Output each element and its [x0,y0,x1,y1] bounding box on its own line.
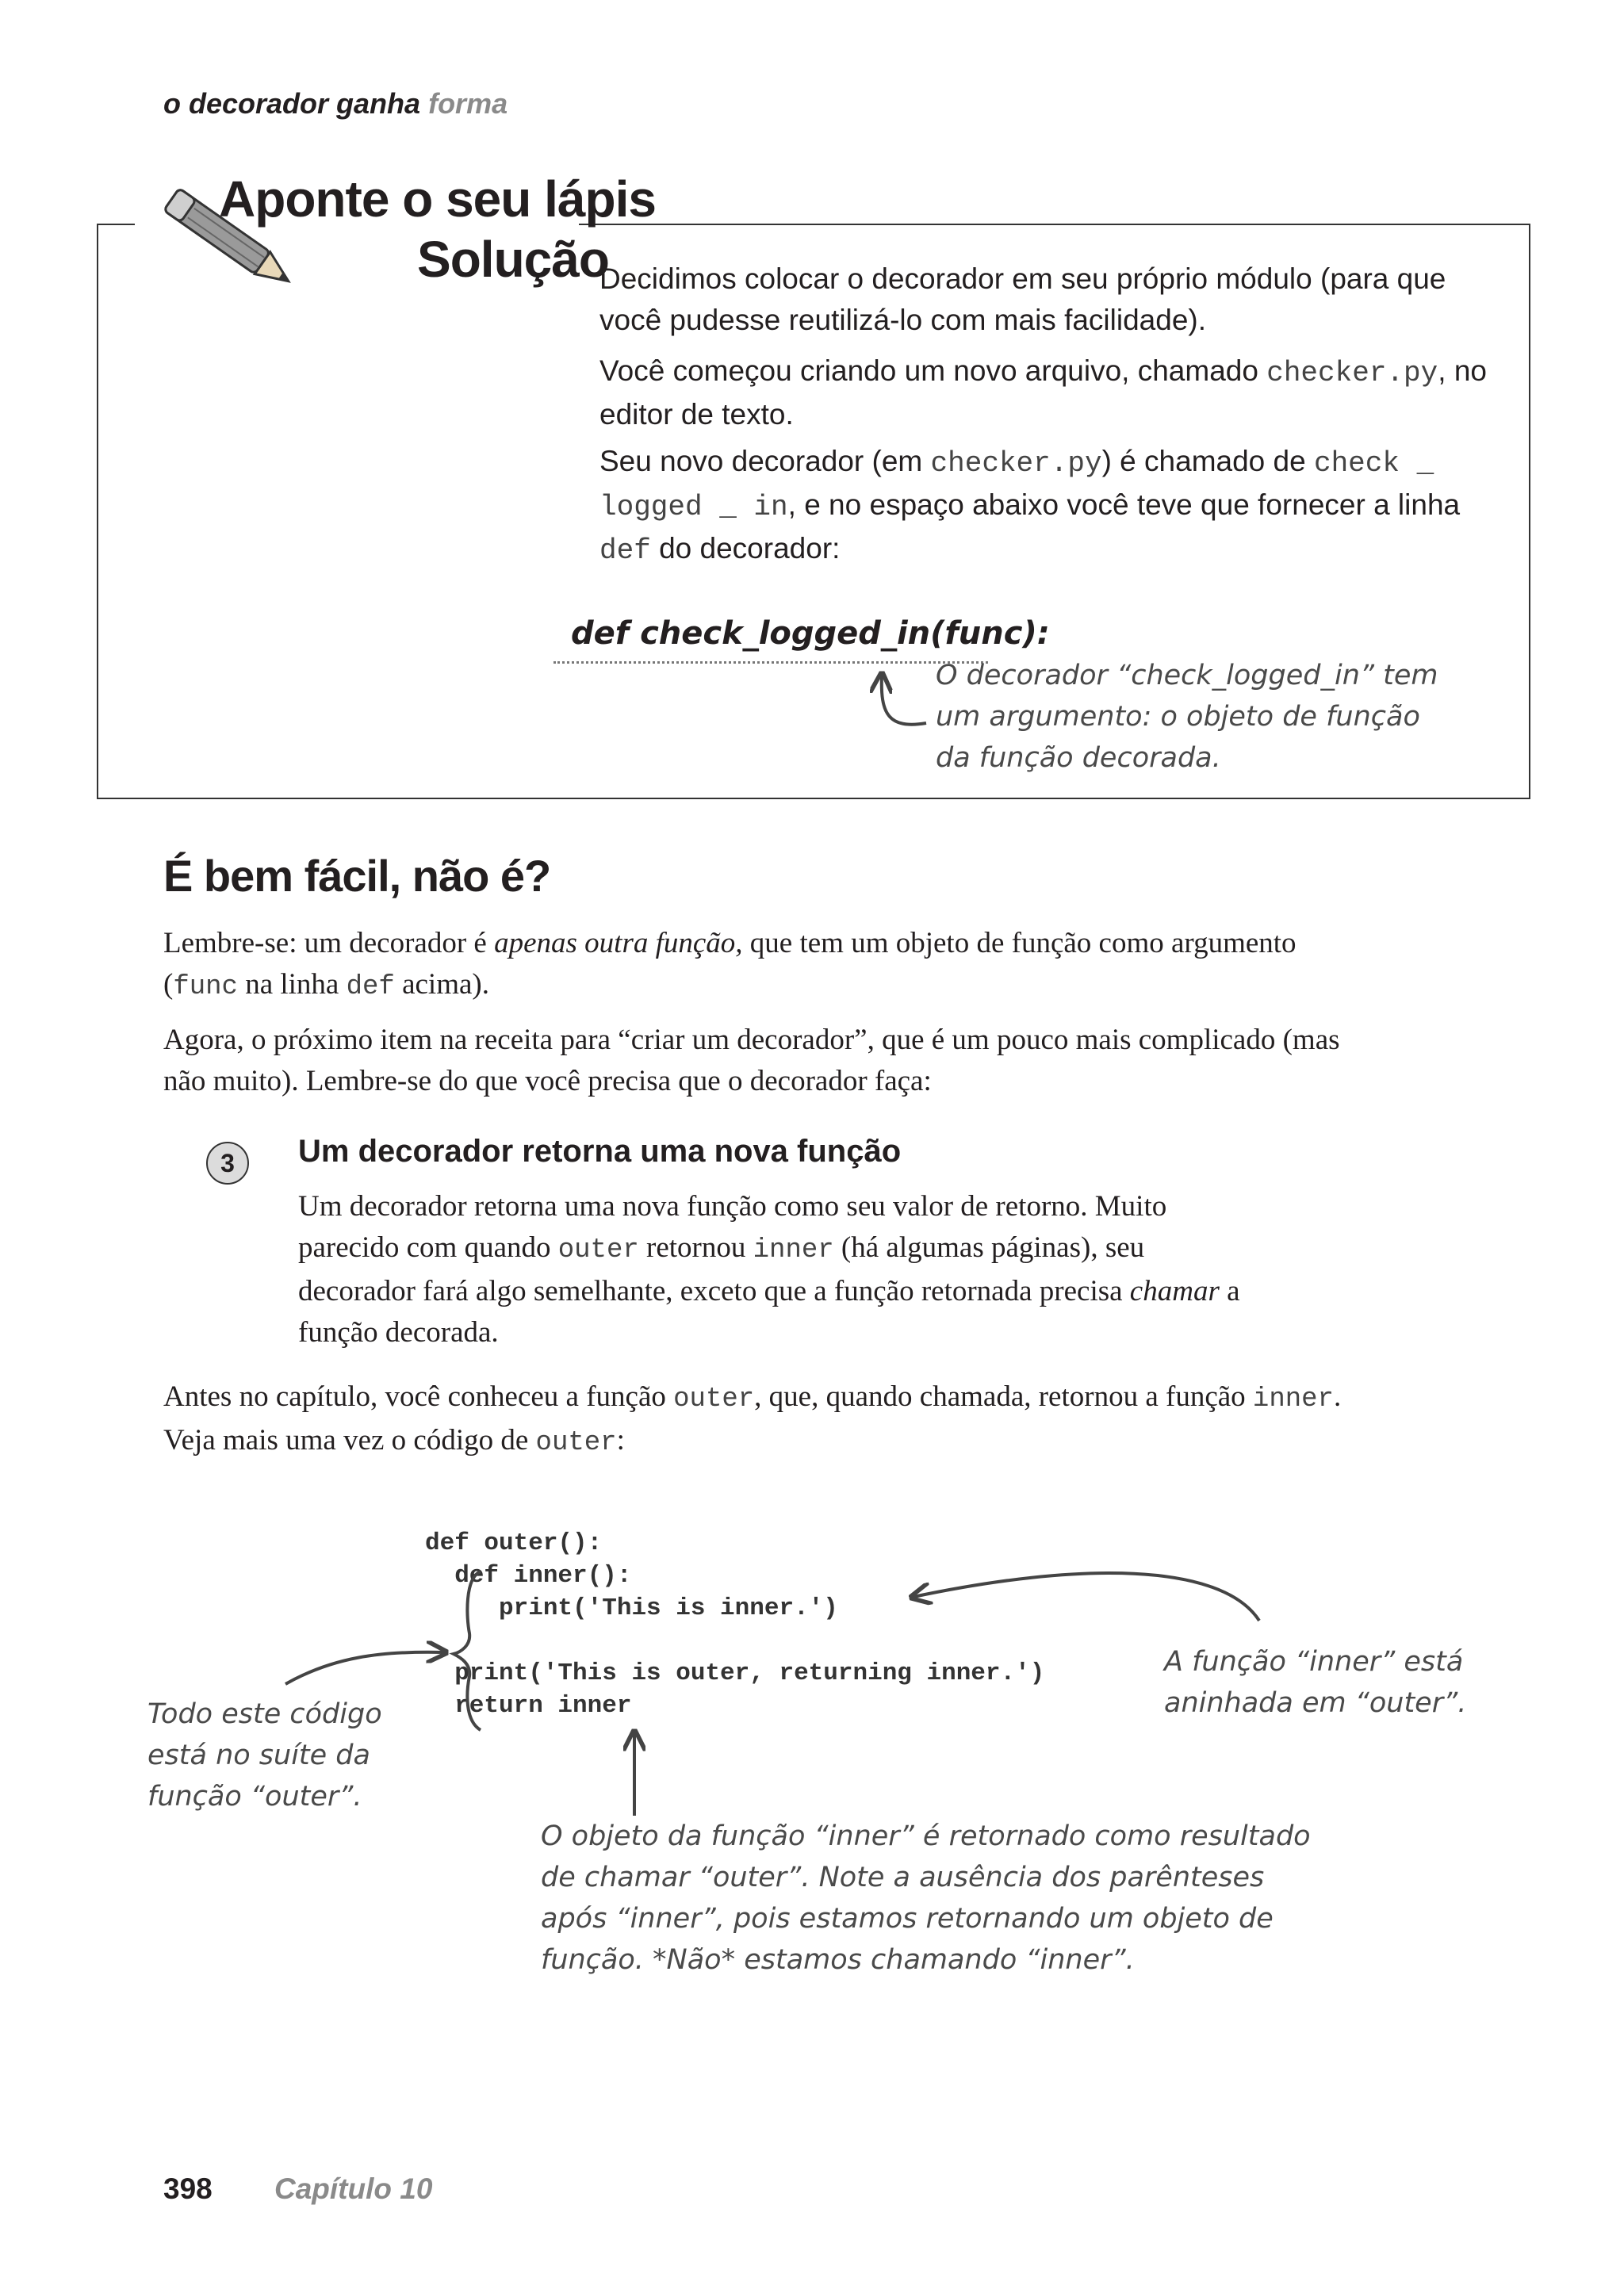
chapter-label: Capítulo 10 [274,2172,433,2205]
body-paragraph-antes: Antes no capítulo, você conheceu a função outer, que, quando chamada, retornou a função inner. Veja mais uma vez o código de outer: [163,1380,1342,1458]
answer-dotted-line [553,661,988,664]
solution-title-line2: Solução [417,231,609,288]
solution-title-line1: Aponte o seu lápis [219,170,656,228]
solution-paragraph-2: Você começou criando um novo arquivo, chamado checker.py, no editor de texto. [599,354,1487,431]
solution-answer: def check_logged_in(func): [571,615,1050,652]
code-line: def outer(): [425,1529,603,1557]
code-line: def inner(): [425,1562,632,1590]
running-header-bold: o decorador ganha [163,87,421,120]
code-line [425,1625,1044,1657]
running-header-gray: forma [428,87,508,120]
body-paragraph-lembre: Lembre-se: um decorador é apenas outra função, que tem um objeto de função como argumento (func na linha def acima). [163,927,1297,1002]
step-text: Um decorador retorna uma nova função como seu valor de retorno. Muito parecido com quando outer retornou inner (há algumas páginas), seu decorador fará algo semelhante, exceto que a função retornada precisa chamar a função decorada. [298,1190,1240,1349]
running-header [163,87,508,121]
code-line: print('This is outer, returning inner.') [425,1659,1045,1687]
solution-paragraph-1: Decidimos colocar o decorador em seu próprio módulo (para que você pudesse reutilizá-lo com mais facilidade). [599,262,1446,336]
step-number-badge: 3 [206,1142,249,1185]
suite-arrow [285,1652,444,1684]
body-paragraph-agora: Agora, o próximo item na receita para “criar um decorador”, que é um pouco mais complicado (mas não muito). Lembre-se do que você precisa que o decorador faça: [163,1024,1340,1097]
solution-paragraph-3: Seu novo decorador (em checker.py) é chamado de check _ logged _ in, e no espaço abaixo você teve que fornecer a linha def do decorador: [599,445,1461,567]
decorator-annotation: O decorador “check_logged_in” tem um argumento: o objeto de função da função decorada. [936,660,1438,774]
step-title: Um decorador retorna uma nova função [298,1134,902,1169]
page-number: 398 [163,2172,213,2205]
suite-annotation: Todo este código está no suíte da função “outer”. [147,1698,382,1813]
returned-annotation: O objeto da função “inner” é retornado como resultado de chamar “outer”. Note a ausência dos parênteses após “inner”, pois estamos retornando um objeto de função. *Não* estamos chamando “inner”. [541,1820,1311,1976]
code-line: return inner [425,1692,632,1720]
code-block [425,1527,1044,1722]
code-line: print('This is inner.') [425,1594,838,1622]
nested-annotation: A função “inner” está aninhada em “outer”. [1164,1646,1467,1719]
section-heading: É bem fácil, não é? [163,851,551,901]
